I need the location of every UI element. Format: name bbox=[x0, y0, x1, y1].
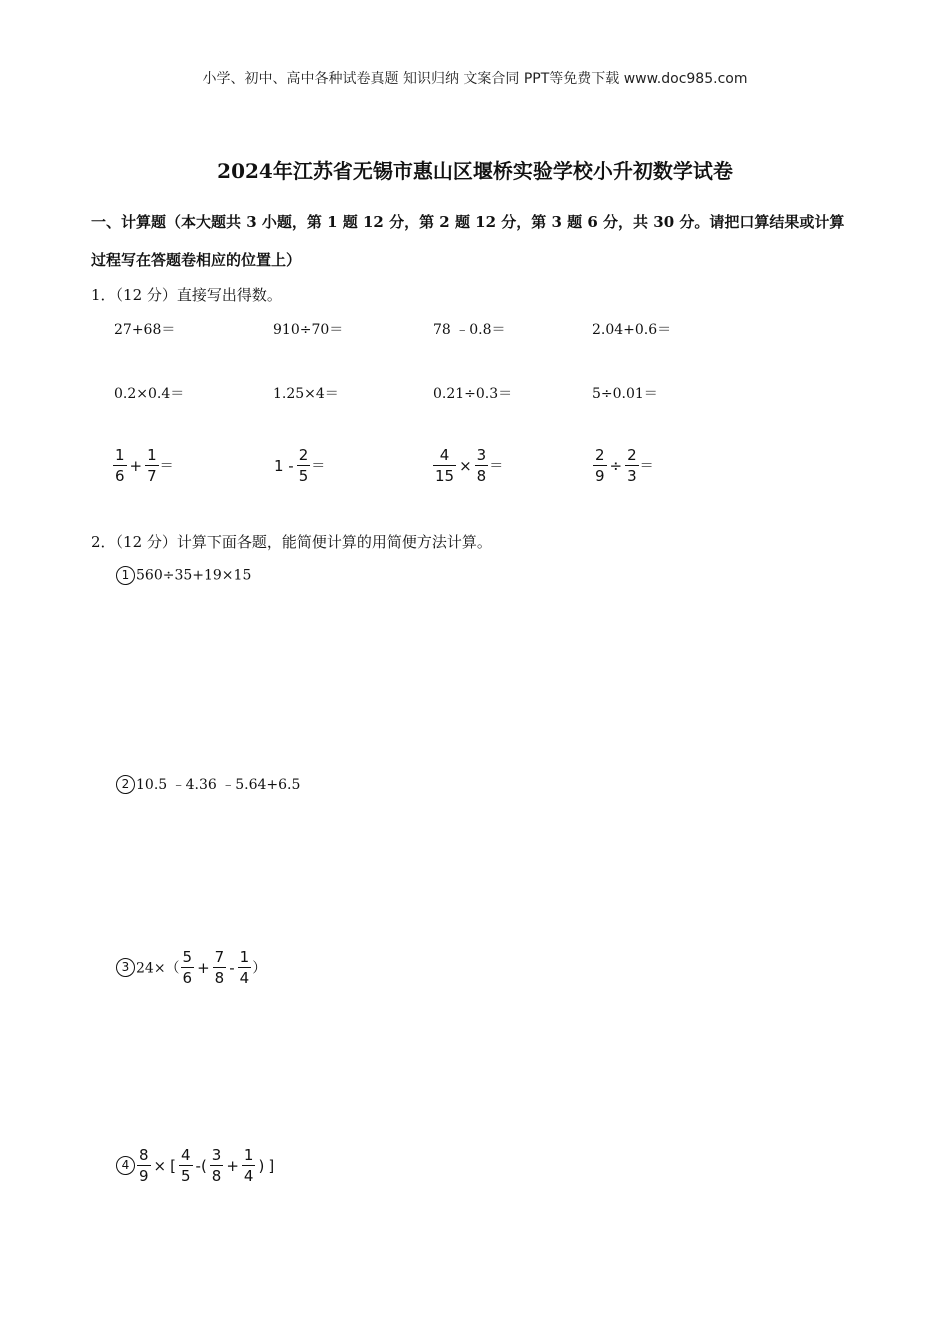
fraction: $\frac{3}{8}$ bbox=[211, 1146, 222, 1185]
fraction: $\frac{1}{4}$ bbox=[243, 1146, 254, 1185]
fraction: $\frac{2}{5}$ bbox=[298, 446, 309, 485]
circled-number: 2 bbox=[116, 775, 135, 794]
fraction: $\frac{3}{8}$ bbox=[476, 446, 487, 485]
fraction: $\frac{2}{3}$ bbox=[627, 446, 637, 485]
q1-item: 27+68＝ bbox=[114, 322, 176, 338]
section-heading-line1: 一、计算题（本大题共 3 小题，第 1 题 12 分，第 2 题 12 分，第 3 题 6 分，共 30 分。请把口算结果或计算 bbox=[91, 213, 845, 231]
fraction: $\frac{4}{5}$ bbox=[180, 1146, 191, 1185]
question-1-header: 1．（12 分）直接写出得数。 bbox=[91, 286, 282, 304]
fraction: $\frac{4}{15}$ bbox=[435, 446, 455, 485]
q1-item: 910÷70＝ bbox=[273, 322, 344, 338]
q1-item: 78 ﹣0.8＝ bbox=[433, 322, 506, 338]
q1-item: 2.04+0.6＝ bbox=[592, 322, 672, 338]
q1-item: 0.21÷0.3＝ bbox=[433, 386, 513, 402]
section-heading-line2: 过程写在答题卷相应的位置上） bbox=[91, 251, 302, 269]
question-2-header: 2．（12 分）计算下面各题，能简便计算的用简便方法计算。 bbox=[91, 533, 492, 551]
fraction: $\frac{1}{6}$ bbox=[115, 446, 125, 485]
circled-number: 1 bbox=[116, 566, 135, 585]
q1-fraction-item: $\frac{2}{9}$ ÷ $\frac{2}{3}$ ＝ bbox=[595, 446, 654, 485]
page-title: 2024年江苏省无锡市惠山区堰桥实验学校小升初数学试卷 bbox=[217, 159, 733, 183]
fraction: $\frac{2}{9}$ bbox=[595, 446, 605, 485]
q1-fraction-item: 1 - $\frac{2}{5}$ ＝ bbox=[274, 446, 326, 485]
fraction: $\frac{8}{9}$ bbox=[139, 1146, 149, 1185]
fraction: $\frac{1}{7}$ bbox=[147, 446, 157, 485]
q1-item: 1.25×4＝ bbox=[273, 386, 339, 402]
q1-item: 0.2×0.4＝ bbox=[114, 386, 185, 402]
fraction: $\frac{5}{6}$ bbox=[182, 948, 193, 987]
q2-problem-3: 3 24×（ $\frac{5}{6}$ + $\frac{7}{8}$ - $\frac{1}{4}$ ） bbox=[116, 948, 266, 987]
circled-number: 4 bbox=[116, 1156, 135, 1175]
q2-problem-1: 1 560÷35+19×15 bbox=[116, 566, 251, 585]
q1-fraction-item: $\frac{1}{6}$ + $\frac{1}{7}$ ＝ bbox=[115, 446, 174, 485]
header-banner: 小学、初中、高中各种试卷真题 知识归纳 文案合同 PPT等免费下载 www.doc985.com bbox=[202, 71, 748, 87]
q1-item: 5÷0.01＝ bbox=[592, 386, 658, 402]
circled-number: 3 bbox=[116, 958, 135, 977]
fraction: $\frac{1}{4}$ bbox=[239, 948, 250, 987]
q2-problem-4: 4 $\frac{8}{9}$ × [ $\frac{4}{5}$ -( $\frac{3}{8}$ + $\frac{1}{4}$ ) ] bbox=[116, 1146, 276, 1185]
fraction: $\frac{7}{8}$ bbox=[214, 948, 225, 987]
q1-fraction-item: $\frac{4}{15}$ × $\frac{3}{8}$ ＝ bbox=[435, 446, 504, 485]
q2-problem-2: 2 10.5 ﹣4.36 ﹣5.64+6.5 bbox=[116, 774, 300, 794]
